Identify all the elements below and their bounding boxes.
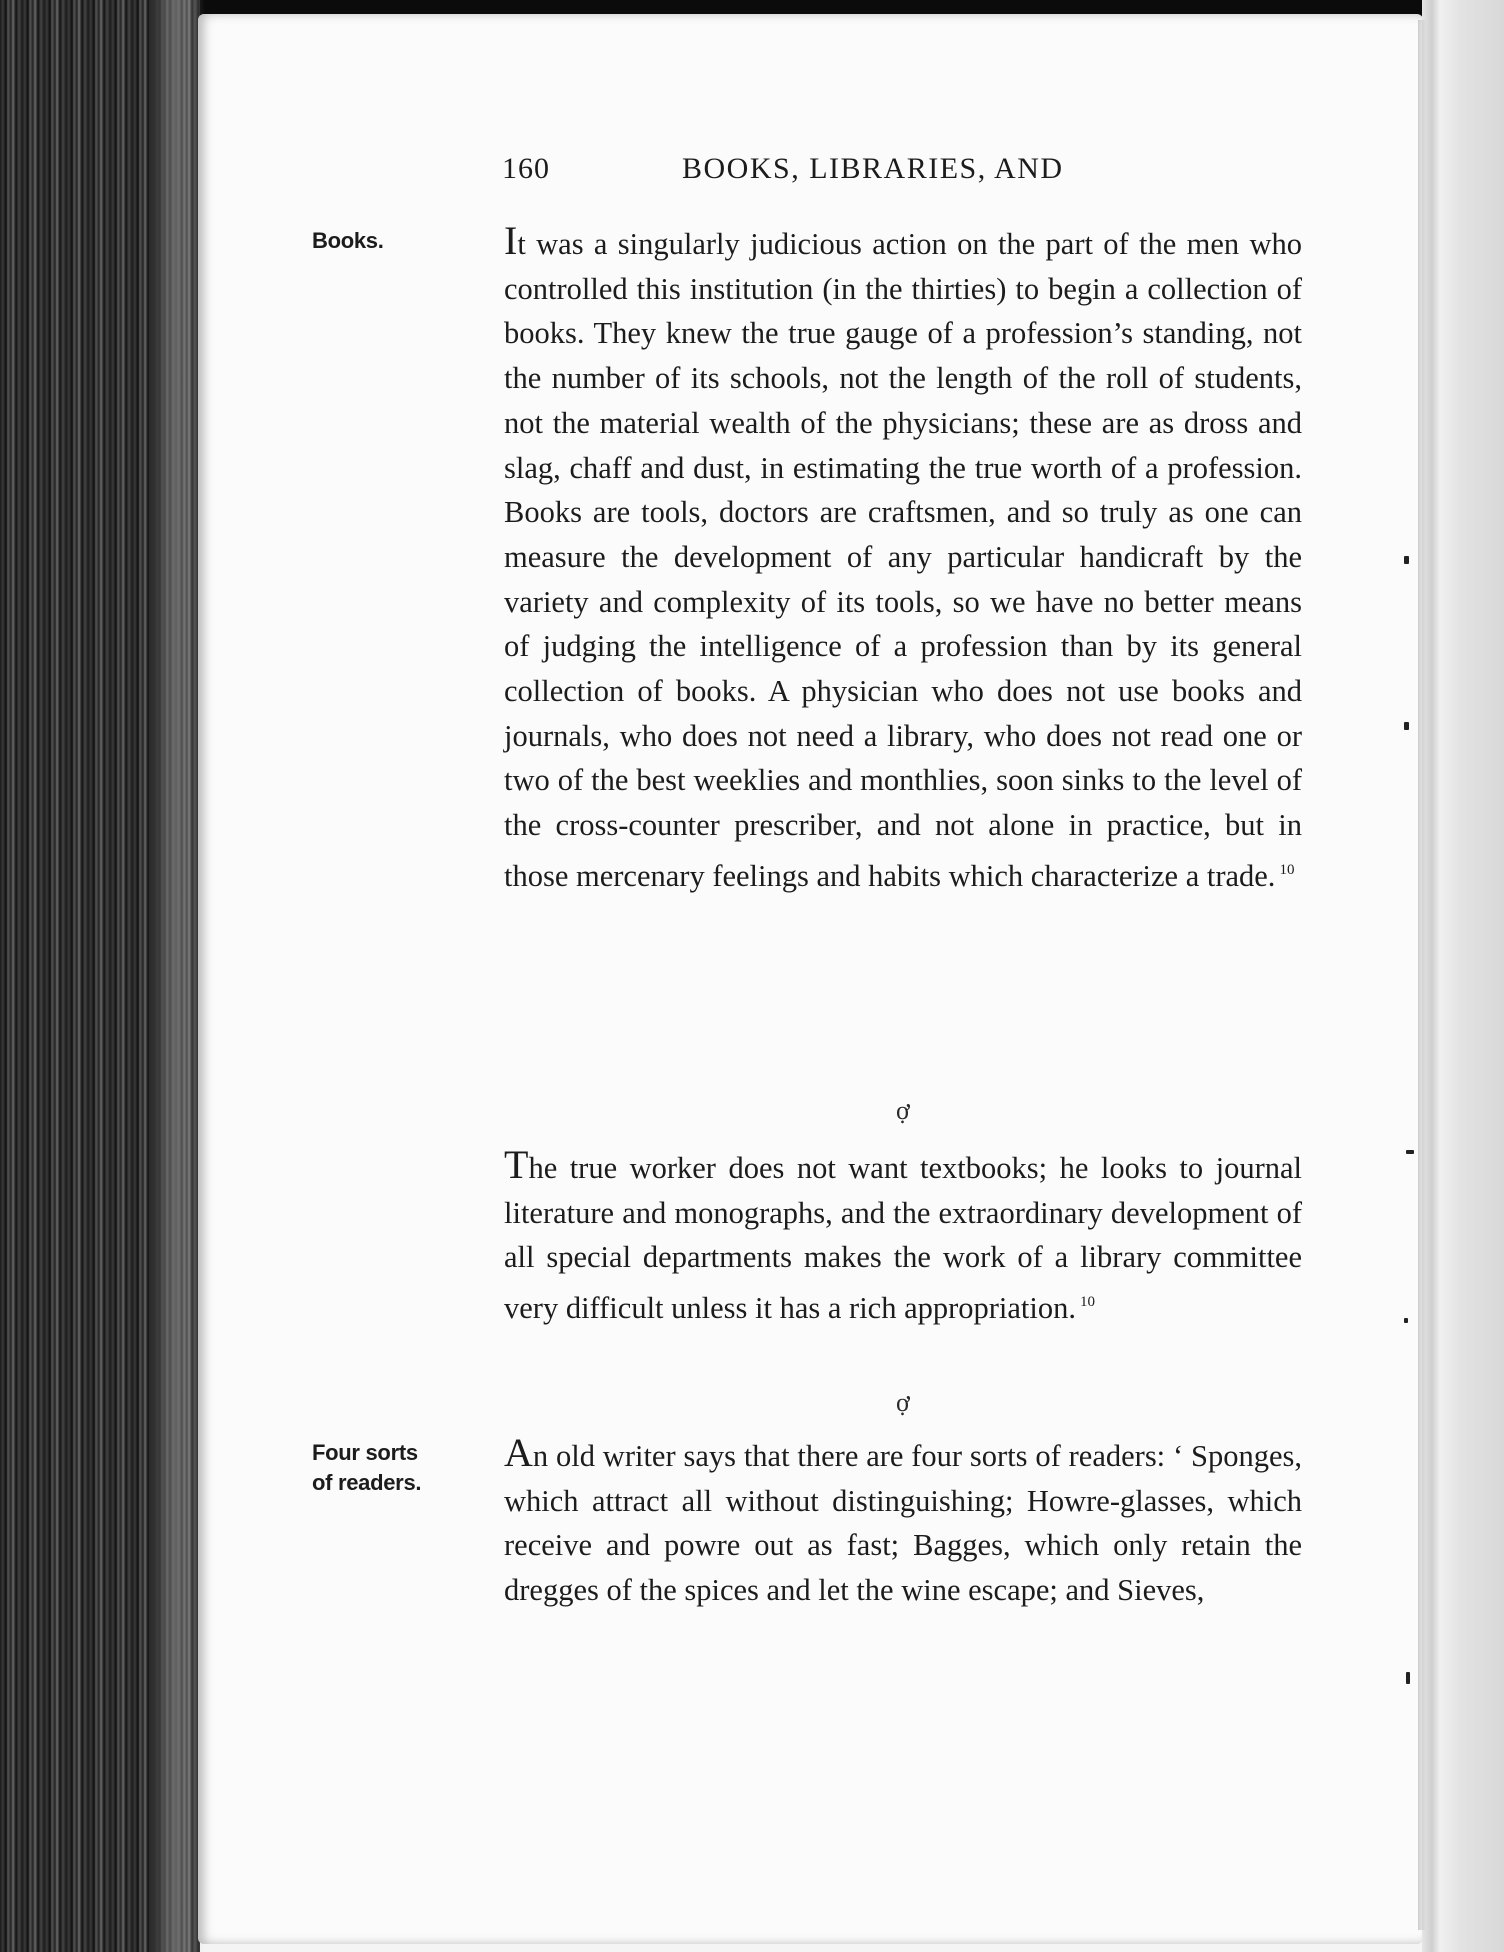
margin-note-four-sorts [312, 1438, 472, 1498]
reference-number: 10 [1080, 1294, 1096, 1311]
margin-note-line: Four sorts [312, 1440, 418, 1465]
edge-speck [1404, 1318, 1408, 1323]
page-edge-shadow [1418, 20, 1426, 1930]
edge-speck [1404, 722, 1409, 730]
margin-note-line: of readers. [312, 1470, 422, 1495]
paragraph-text: n old writer says that there are four sorts of readers: ‘ Sponges, which attract all without distinguishing; Howre-glasses, which receive and powre out as fast; Bagges, which only retain the dregges of the spices and let the wine escape; and Sieves, [504, 1439, 1302, 1608]
page-number: 160 [502, 152, 550, 185]
margin-note-books-text: Books. [312, 228, 384, 253]
paragraph-text: t was a singularly judicious action on the part of the men who controlled this institution (in the thirties) to begin a collection of books. They knew the true gauge of a profession’s standing, not the number of its schools, not the length of the roll of students, not the material wealth of the physicians; these are as dross and slag, chaff and dust, in estimating the true worth of a profession. Books are tools, doctors are craftsmen, and so truly as one can measure the development of any particular handicraft by the variety and complexity of its tools, so we have no better means of judging the intelligence of a profession than by its general collection of books. A physician who does not use books and journals, who does not need a library, who does not read one or two of the best weeklies and monthlies, soon sinks to the level of the cross-counter prescriber, and not alone in practice, but in those mercenary feelings and habits which characterize a trade. [504, 227, 1302, 893]
edge-speck [1406, 1150, 1414, 1154]
paragraph-books [504, 218, 1302, 899]
edge-speck [1406, 1672, 1410, 1684]
running-head [502, 152, 1142, 192]
paragraph-textbooks [504, 1142, 1302, 1331]
paragraph-readers [504, 1430, 1302, 1613]
margin-note-books [312, 226, 384, 256]
initial-letter: I [504, 218, 518, 263]
initial-letter: A [504, 1430, 533, 1475]
adjacent-page-edge [1422, 0, 1504, 1952]
paragraph-text: he true worker does not want textbooks; he looks to journal literature and monographs, and the extraordinary development of all special departments makes the work of a library committee very difficult unless it has a rich appropriation. [504, 1151, 1302, 1326]
gutter-shadow [150, 0, 205, 1952]
section-ornament: ợ [896, 1096, 910, 1125]
reference-number: 10 [1279, 861, 1295, 878]
edge-speck [1404, 556, 1409, 564]
initial-letter: T [504, 1142, 529, 1187]
running-head-title: BOOKS, LIBRARIES, AND [682, 152, 1064, 185]
section-ornament: ợ [896, 1388, 910, 1417]
